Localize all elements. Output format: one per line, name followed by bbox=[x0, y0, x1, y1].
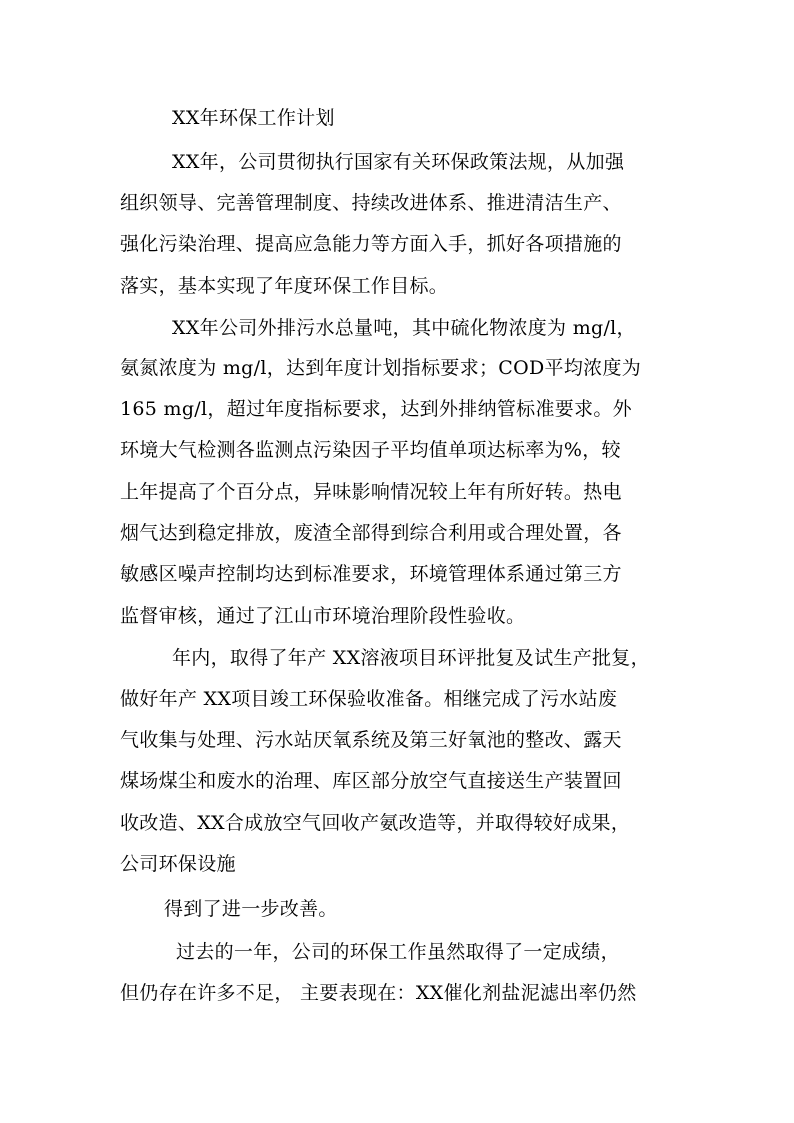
paragraph-line: 做好年产 XX项目竣工环保验收准备。相继完成了污水站废 bbox=[120, 688, 618, 710]
paragraph-line: 煤场煤尘和废水的治理、库区部分放空气直接送生产装置回 bbox=[120, 770, 622, 792]
paragraph-line: XX年公司外排污水总量吨，其中硫化物浓度为 mg/l， bbox=[172, 317, 636, 339]
document-title: XX年环保工作计划 bbox=[172, 107, 335, 129]
paragraph-line: 165 mg/l，超过年度指标要求，达到外排纳管标准要求。外 bbox=[120, 398, 632, 420]
paragraph-line: 收改造、XX合成放空气回收产氨改造等，并取得较好成果， bbox=[120, 812, 631, 834]
paragraph-line: 环境大气检测各监测点污染因子平均值单项达标率为%，较 bbox=[120, 439, 621, 461]
paragraph-line: 公司环保设施 bbox=[120, 853, 236, 875]
paragraph-line: 上年提高了个百分点，异味影响情况较上年有所好转。热电 bbox=[120, 481, 622, 503]
paragraph-line: 监督审核，通过了江山市环境治理阶段性验收。 bbox=[120, 605, 526, 627]
paragraph-line: 敏感区噪声控制均达到标准要求，环境管理体系通过第三方 bbox=[120, 563, 622, 585]
paragraph-line: 落实，基本实现了年度环保工作目标。 bbox=[120, 275, 449, 297]
paragraph-line: 组织领导、完善管理制度、持续改进体系、推进清洁生产、 bbox=[120, 192, 622, 214]
paragraph-line: 强化污染治理、提高应急能力等方面入手，抓好各项措施的 bbox=[120, 233, 622, 255]
paragraph-line: 过去的一年，公司的环保工作虽然取得了一定成绩， bbox=[176, 941, 620, 963]
paragraph-line: 烟气达到稳定排放，废渣全部得到综合利用或合理处置，各 bbox=[120, 522, 622, 544]
paragraph-line: 得到了进一步改善。 bbox=[164, 898, 338, 920]
paragraph-line: 氨氮浓度为 mg/l，达到年度计划指标要求；COD平均浓度为 bbox=[120, 357, 642, 379]
paragraph-line: 年内，取得了年产 XX溶液项目环评批复及试生产批复， bbox=[172, 647, 650, 669]
paragraph-line: 气收集与处理、污水站厌氧系统及第三好氧池的整改、露天 bbox=[120, 729, 622, 751]
paragraph-line: 但仍存在许多不足， 主要表现在：XX催化剂盐泥滤出率仍然 bbox=[120, 982, 637, 1004]
paragraph-line: XX年，公司贯彻执行国家有关环保政策法规，从加强 bbox=[172, 151, 625, 173]
